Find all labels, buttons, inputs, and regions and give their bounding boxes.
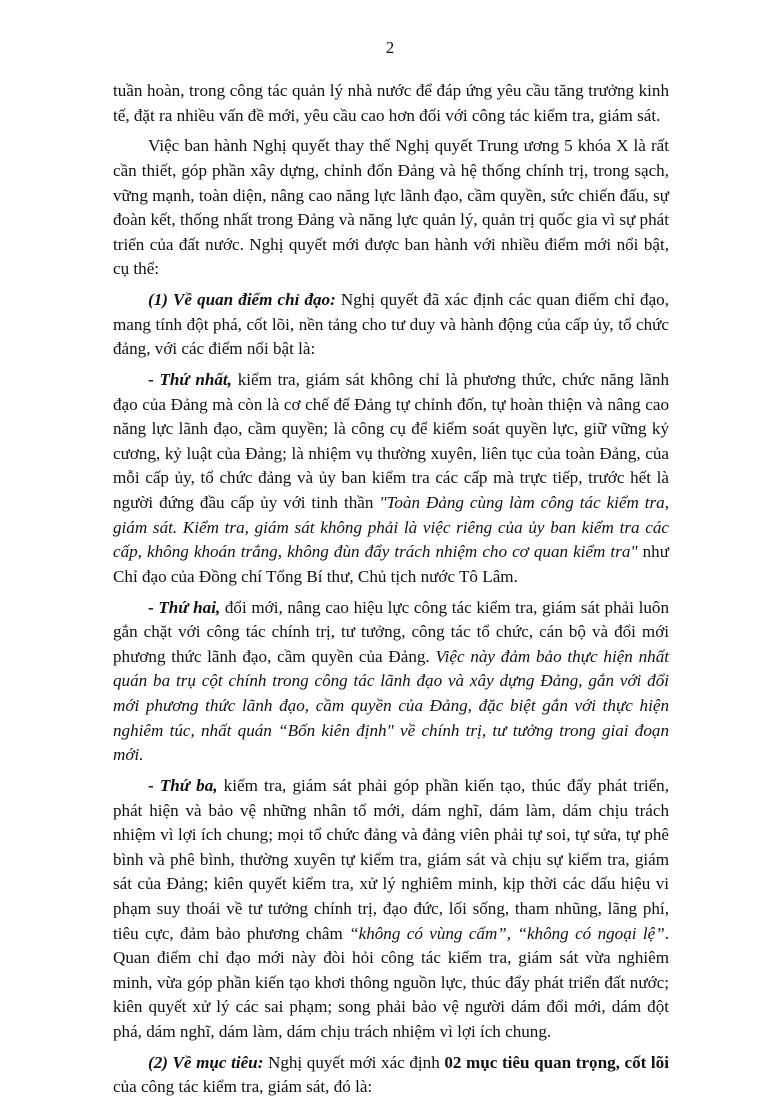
quotation: "Toàn Đảng cùng làm công tác kiểm tra, giám sát. Kiểm tra, giám sát không phải là việc riêng của ủy ban kiểm tra các cấp, không khoán trắng, không đùn đẩy trách nhiệm cho cơ quan kiểm tra" [113,493,670,562]
point-heading-third: Thứ ba, [159,775,218,795]
bold-text: 02 mục tiêu quan trọng, cốt lõi [444,1052,669,1072]
paragraph-guiding-viewpoints [113,288,669,362]
point-heading-second: Thứ hai, [158,597,221,617]
paragraph-text: của công tác kiểm tra, giám sát, đó là: [113,1077,373,1097]
bullet-dash: - [148,370,160,390]
page-number: 2 [385,38,395,57]
paragraph-text: kiểm tra, giám sát phải góp phần kiến tạo, thúc đẩy phát triển, phát hiện và bảo vệ những nhân tố mới, dám nghĩ, dám làm, dám chịu trách nhiệm vì lợi ích chung; mọi tổ chức đảng và đảng viên phải tự soi, tự sửa, tự phê bình và phê bình, thường xuyên tự kiểm tra, giám sát và chịu sự kiểm tra, giám sát của Đảng; kiên quyết kiểm tra, xử lý nghiêm minh, kịp thời các dấu hiệu vi phạm suy thoái về tư tưởng chính trị, đạo đức, lối sống, tham nhũng, lãng phí, tiêu cực, đảm bảo phương châm [113,775,669,943]
paragraph-first-point [113,368,669,589]
point-heading-first: Thứ nhất, [159,370,232,390]
italic-text: Việc này đảm bảo thực hiện nhất quán ba trụ cột chính trong công tác lãnh đạo và xây dựng Đảng, gắn với đổi mới phương thức lãnh đạo, cầm quyền của Đảng, đặc biệt gắn với thực hiện nghiêm túc, nhất quán “Bốn kiên định" về chính trị, tư tưởng trong giai đoạn mới. [113,646,669,765]
paragraph-objectives [113,1051,669,1100]
paragraph-third-point [113,774,669,1045]
paragraph-introduction: Việc ban hành Nghị quyết thay thế Nghị quyết Trung ương 5 khóa X là rất cần thiết, góp phần xây dựng, chỉnh đốn Đảng và hệ thống chính trị, trong sạch, vững mạnh, toàn diện, nâng cao năng lực lãnh đạo, cầm quyền, sức chiến đấu, sự đoàn kết, thống nhất trong Đảng và năng lực quản lý, quản trị quốc gia vì sự phát triển của đất nước. Nghị quyết mới được ban hành với nhiều điểm mới nổi bật, cụ thể: [113,136,669,279]
italic-text: “không có vùng cấm”, “không có ngoại lệ” [349,923,665,943]
paragraph-continuation: tuần hoàn, trong công tác quản lý nhà nước để đáp ứng yêu cầu tăng trưởng kinh tế, đặt ra nhiều vấn đề mới, yêu cầu cao hơn đối với công tác kiểm tra, giám sát. [113,81,669,125]
paragraph-text: . Quan điểm chỉ đạo mới này đòi hỏi công tác kiểm tra, giám sát vừa nghiêm minh, vừa góp phần kiến tạo khơi thông nguồn lực, thúc đẩy phát triển đất nước; kiên quyết xử lý các sai phạm; song phải bảo vệ người dám đổi mới, dám đột phá, dám nghĩ, dám làm, dám chịu trách nhiệm vì lợi ích chung. [113,923,669,1041]
bullet-dash: - [148,597,159,617]
paragraph-text: như Chỉ đạo của Đồng chí Tổng Bí thư, Chủ tịch nước Tô Lâm. [113,542,669,586]
paragraph-text: kiểm tra, giám sát không chỉ là phương thức, chức năng lãnh đạo của Đảng mà còn là cơ chế để Đảng tự chỉnh đốn, tự hoàn thiện và nâng cao năng lực lãnh đạo, cầm quyền; là công cụ để kiểm soát quyền lực, giữ vững kỷ cương, kỷ luật của Đảng; là nhiệm vụ thường xuyên, liên tục của toàn Đảng, của mỗi cấp ủy, tổ chức đảng và ủy ban kiểm tra các cấp mà trực tiếp, trước hết là người đứng đầu cấp ủy với tinh thần [113,370,669,513]
document-body [113,79,669,1106]
paragraph-text: Nghị quyết đã xác định các quan điểm chỉ đạo, mang tính đột phá, cốt lõi, nền tảng cho tư duy và hành động của cấp ủy, tổ chức đảng, với các điểm nổi bật là: [113,290,669,359]
paragraph-second-point [113,596,669,768]
paragraph-text: Nghị quyết mới xác định [263,1052,445,1072]
section-heading-guiding-viewpoints: (1) Về quan điểm chỉ đạo: [148,290,336,310]
paragraph-text: đổi mới, nâng cao hiệu lực công tác kiểm tra, giám sát phải luôn gắn chặt với công tác chính trị, tư tưởng, công tác tổ chức, cán bộ và đổi mới phương thức lãnh đạo, cầm quyền của Đảng. [113,597,669,666]
section-heading-objectives: (2) Về mục tiêu: [148,1052,264,1072]
bullet-dash: - [148,775,160,795]
